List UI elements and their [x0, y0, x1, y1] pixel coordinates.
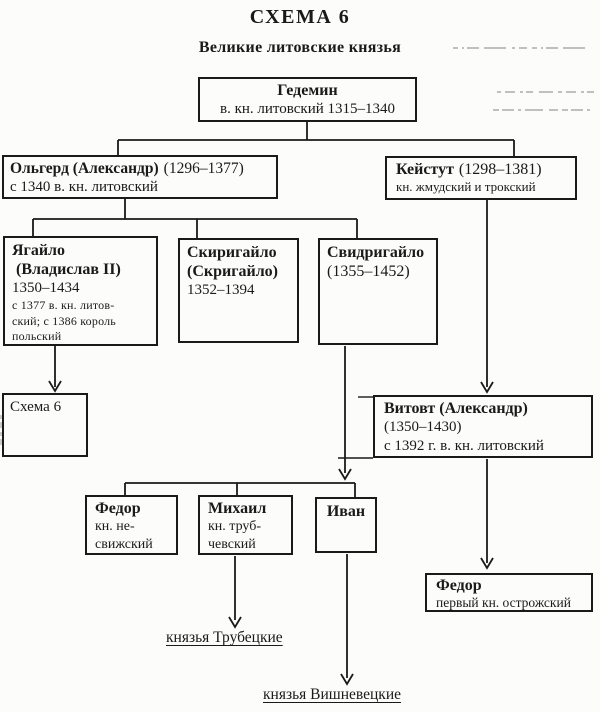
node-title: Схема 6 — [10, 399, 62, 415]
node-title2: (Владислав II) — [16, 261, 121, 278]
node-olgerd — [2, 155, 278, 199]
node-title: Иван — [326, 503, 366, 520]
node-title: Свидригайло — [327, 244, 425, 261]
node-title: Ягайло — [12, 242, 66, 259]
node-subtitle: с 1392 г. в. кн. литовский — [384, 438, 544, 454]
node-schema6-ref — [2, 393, 88, 457]
node-subtitle: кн. жмудский и трокский — [396, 179, 536, 194]
node-dates: (1298–1381) — [458, 161, 542, 178]
node-dates: (1350–1430) — [384, 419, 462, 435]
node-note: кн. труб- — [208, 519, 261, 534]
label-trubetskie: князья Трубецкие — [166, 629, 283, 646]
node-note: с 1377 в. кн. литов- — [12, 298, 115, 312]
node-yagailo — [3, 236, 158, 346]
node-note: кн. не- — [95, 519, 135, 534]
node-gedemin — [198, 77, 417, 122]
node-vitovt — [373, 395, 593, 458]
node-fedor-ostrog — [425, 573, 593, 612]
node-skirigailo — [178, 238, 299, 343]
node-subtitle: в. кн. литовский 1315–1340 — [219, 101, 395, 117]
node-title: Михаил — [208, 500, 267, 517]
node-note: чевский — [208, 537, 256, 552]
node-title: Витовт (Александр) — [384, 400, 528, 417]
node-note: свижский — [95, 537, 153, 552]
label-vishnevetskie: князья Вишневецкие — [263, 686, 402, 703]
node-title2: (Скригайло) — [187, 263, 279, 280]
node-ivan — [315, 497, 377, 553]
node-dates: 1352–1394 — [187, 282, 255, 298]
node-title: Гедемин — [277, 82, 338, 99]
node-keistut — [385, 156, 577, 200]
node-dates: 1350–1434 — [12, 280, 80, 296]
node-dates: (1296–1377) — [163, 160, 244, 177]
node-fedor-nesvizh — [85, 495, 178, 555]
node-title: Ольгерд (Александр) — [10, 160, 159, 177]
node-note: польский — [12, 329, 62, 343]
node-title: Кейстут — [396, 161, 454, 178]
node-note: ский; с 1386 король — [12, 313, 116, 328]
node-dates: (1355–1452) — [327, 263, 410, 280]
node-subtitle: с 1340 в. кн. литовский — [10, 179, 158, 195]
page-title: СХЕМА 6 — [249, 6, 351, 28]
node-title: Скиригайло — [187, 244, 277, 261]
node-title: Федор — [95, 500, 141, 517]
page-subtitle: Великие литовские князья — [198, 39, 402, 56]
node-mikhail — [198, 495, 293, 555]
node-svidrigailo — [318, 238, 438, 345]
node-title: Федор — [436, 577, 482, 594]
node-subtitle: первый кн. острожский — [436, 595, 571, 610]
